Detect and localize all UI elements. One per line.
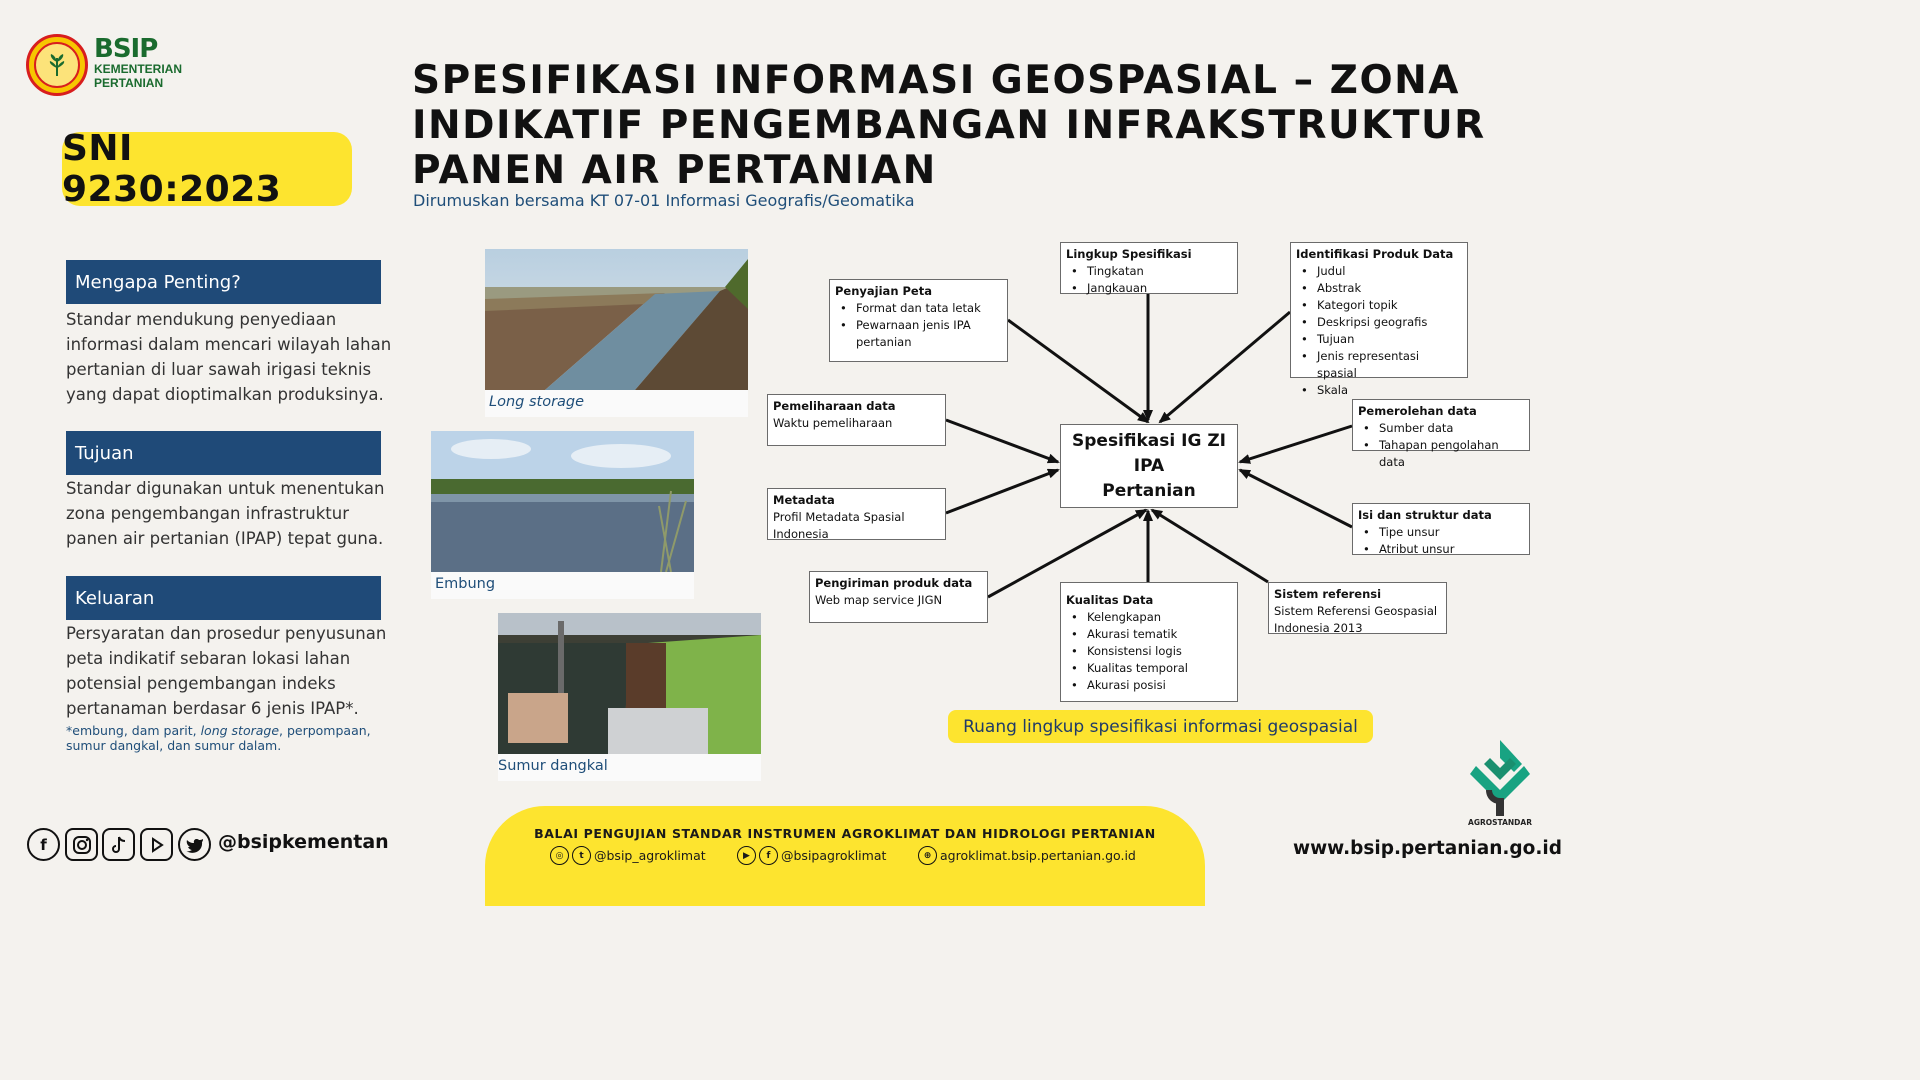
footer-website[interactable]: agroklimat.bsip.pertanian.go.id [940,848,1136,863]
list-item: • Kualitas temporal [1066,660,1232,677]
box-title: Identifikasi Produk Data [1296,247,1454,261]
title-line-1: SPESIFIKASI INFORMASI GEOSPASIAL – ZONA [412,58,1460,103]
agrostandar-logo [1462,738,1538,822]
title-line-3: PANEN AIR PERTANIAN [412,148,937,193]
list-item: • Jangkauan [1066,280,1232,297]
agrostandar-text: AGROSTANDAR [1468,818,1532,827]
tiktok-icon[interactable] [102,828,135,861]
list-item: • Sumber data [1358,420,1524,437]
section-body-output: Persyaratan dan prosedur penyusunan peta indikatif sebaran lokasi lahan potensial pengembangan indeks pertanaman berdasar 6 jenis IPAP*. [66,624,387,718]
list-item: • Tahapan pengolahan data [1358,437,1524,471]
list-item: • Tujuan [1296,331,1462,348]
list-item: • Judul [1296,263,1462,280]
box-text: Waktu pemeliharaan [773,416,893,430]
footer-contact-2 [737,846,886,865]
arrow-penyajian [1008,320,1148,422]
section-body-goal: Standar digunakan untuk menentukan zona pengembangan infrastruktur panen air pertanian (IPAP) tepat guna. [66,479,385,548]
list-item: • Pewarnaan jenis IPA pertanian [835,317,1002,351]
center-box-spesifikasi [1060,424,1238,508]
box-lingkup-spesifikasi [1060,242,1238,294]
instagram-icon[interactable]: ◎ [550,846,569,865]
section-body-why: Standar mendukung penyediaan informasi dalam mencari wilayah lahan pertanian di luar sawah irigasi teknis yang dapat dioptimalkan produksinya. [66,310,392,404]
sni-badge: SNI 9230:2023 [62,132,352,206]
list-item: • Kategori topik [1296,297,1462,314]
arrow-sistem [1152,510,1268,582]
globe-icon: ⊕ [918,846,937,865]
instagram-icon[interactable] [65,828,98,861]
box-title: Metadata [773,493,835,507]
box-kualitas-data [1060,582,1238,702]
footnote-italic: long storage [200,723,280,738]
social-handle: @bsipkementan [218,831,389,853]
logo-brand: BSIP [94,34,158,64]
footer-handle-1[interactable]: @bsip_agroklimat [594,848,706,863]
box-title: Sistem referensi [1274,587,1382,601]
footer-handle-2[interactable]: @bsipagroklimat [781,848,887,863]
logo-line1: KEMENTERIAN [94,62,183,76]
center-line-1: Spesifikasi IG ZI IPA [1072,430,1226,476]
section-heading-why: Mengapa Penting? [66,260,381,304]
box-pemerolehan-data [1352,399,1530,469]
twitter-icon[interactable]: t [572,846,591,865]
arrow-metadata [946,470,1058,513]
box-text: Sistem Referensi Geospasial Indonesia 2013 [1274,604,1438,635]
box-pengiriman-produk [809,571,988,623]
list-item: • Tipe unsur [1358,524,1524,541]
arrow-pemeliharaan [946,420,1058,462]
box-identifikasi-produk [1290,242,1468,397]
box-title: Kualitas Data [1066,593,1154,607]
facebook-icon[interactable]: f [759,846,778,865]
photo-caption-long-storage: Long storage [489,394,585,410]
box-isi-struktur [1352,503,1530,555]
box-pemeliharaan-data [767,394,946,446]
box-title: Pemerolehan data [1358,404,1477,418]
arrow-identifikasi [1160,312,1290,422]
website-link[interactable]: www.bsip.pertanian.go.id [1293,838,1562,859]
twitter-icon[interactable] [178,828,211,861]
section-heading-goal: Tujuan [66,431,381,475]
youtube-icon[interactable] [140,828,173,861]
box-title: Isi dan struktur data [1358,508,1492,522]
list-item: • Kelengkapan [1066,609,1232,626]
center-line-2: Pertanian [1102,480,1196,501]
footnote-prefix: *embung, dam parit, [66,723,201,738]
photo-caption-sumur: Sumur dangkal [498,758,608,774]
box-title: Lingkup Spesifikasi [1066,247,1192,261]
page-subtitle: Dirumuskan bersama KT 07-01 Informasi Geografis/Geomatika [413,191,915,210]
list-item: • Abstrak [1296,280,1462,297]
footer-contact-3 [918,846,1136,865]
list-item: • Tingkatan [1066,263,1232,280]
box-title: Pemeliharaan data [773,399,896,413]
box-sistem-referensi [1268,582,1447,634]
section-heading-output: Keluaran [66,576,381,620]
youtube-icon[interactable]: ▶ [737,846,756,865]
diagram-caption: Ruang lingkup spesifikasi informasi geospasial [948,710,1373,743]
box-text: Profil Metadata Spasial Indonesia [773,510,905,541]
list-item: • Konsistensi logis [1066,643,1232,660]
list-item: • Jenis representasi spasial [1296,348,1462,382]
list-item: • Atribut unsur [1358,541,1524,558]
title-line-2: INDIKATIF PENGEMBANGAN INFRAKSTRUKTUR [412,103,1486,148]
footnote-suffix: , perpompaan, sumur dangkal, dan sumur dalam. [66,723,371,753]
box-title: Penyajian Peta [835,284,932,298]
facebook-icon[interactable]: f [27,828,60,861]
footer-contact-1 [550,846,706,865]
list-item: • Skala [1296,382,1462,399]
list-item: • Akurasi posisi [1066,677,1232,694]
box-penyajian-peta [829,279,1008,362]
list-item: • Format dan tata letak [835,300,1002,317]
footer-title: BALAI PENGUJIAN STANDAR INSTRUMEN AGROKLIMAT DAN HIDROLOGI PERTANIAN [534,826,1156,841]
box-title: Pengiriman produk data [815,576,973,590]
box-text: Web map service JIGN [815,593,943,607]
arrow-isi [1240,470,1352,527]
arrow-pemerolehan [1240,426,1352,462]
photo-caption-embung: Embung [435,576,496,592]
list-item: • Akurasi tematik [1066,626,1232,643]
logo-line2: PERTANIAN [94,76,164,90]
box-metadata [767,488,946,540]
list-item: • Deskripsi geografis [1296,314,1462,331]
